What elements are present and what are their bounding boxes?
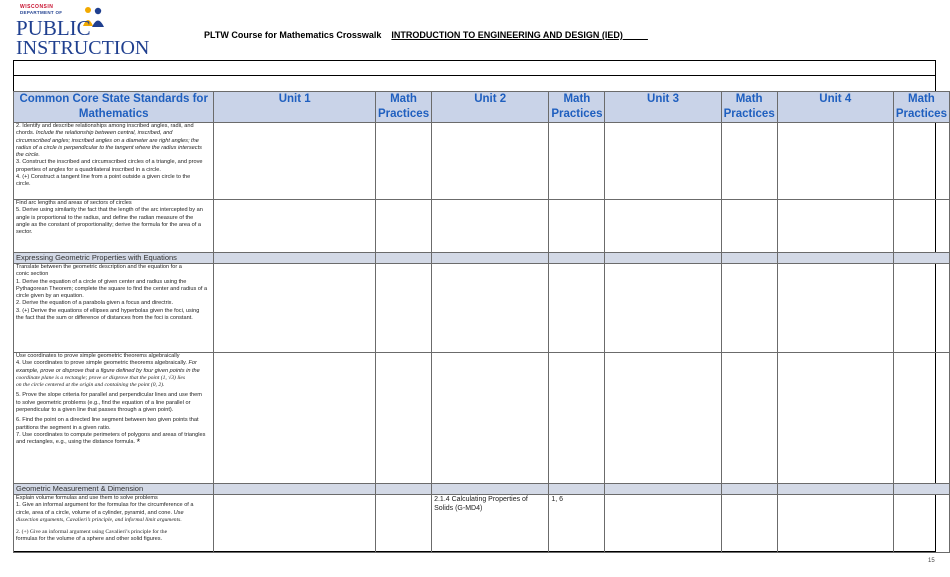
section-row	[14, 484, 950, 495]
standard-cell: Use coordinates to prove simple geometric theorems algebraically 4. Use coordinates to prove simple geometric theorems algebraically. For example, prove or disprove that a figure defined by four given points in the coordinate plane is a rectangle; prove or disprove that the point (1, √3) lies on the circle centered at the origin and containing the point (0, 2). 5. Prove the slope criteria for parallel and perpendicular lines and use them to solve geometric problems (e.g., find the equation of a line parallel or perpendicular to a given line that passes through a given point). 6. Find the point on a directed line segment between two given points that partitions the segment in a given ratio. 7. Use coordinates to compute perimeters of polygons and areas of triangles and rectangles, e.g., using the distance formula. *	[14, 353, 214, 484]
standard-cell: Find arc lengths and areas of sectors of circles 5. Derive using similarity the fact that the length of the arc intercepted by an angle is proportional to the radius, and define the radian measure of the angle as the constant of proportionality; derive the formula for the area of a sector.	[14, 200, 214, 253]
table-row	[14, 264, 950, 353]
dpi-logo	[14, 4, 150, 59]
course-title: INTRODUCTION TO ENGINEERING AND DESIGN (IED)	[391, 30, 623, 40]
header-unit1: Unit 1	[214, 92, 376, 123]
header-unit3: Unit 3	[605, 92, 721, 123]
section-row	[14, 253, 950, 264]
table-row	[14, 123, 950, 200]
unit2-practices: 1, 6	[549, 495, 605, 553]
logo-dept: DEPARTMENT OF	[20, 10, 63, 15]
standard-cell: 2. Identify and describe relationships among inscribed angles, radii, and chords. Include the relationship between central, inscribed, and circumscribed angles; inscribed angles on a diameter are right angles; the radius of a circle is perpendicular to the tangent where the radius intersects the circle. 3. Construct the inscribed and circumscribed circles of a triangle, and prove properties of angles for a quadrilateral inscribed in a circle. 4. (+) Construct a tangent line from a point outside a given circle to the circle.	[14, 123, 214, 200]
header-unit2: Unit 2	[432, 92, 549, 123]
header-unit4: Unit 4	[777, 92, 893, 123]
crosswalk-table	[13, 91, 950, 553]
unit2-lesson: 2.1.4 Calculating Properties of Solids (G-MD4)	[432, 495, 549, 553]
header-mp4: Math Practices	[893, 92, 949, 123]
section-label: Geometric Measurement & Dimension	[14, 484, 214, 495]
course-name: PLTW Course for Mathematics Crosswalk	[204, 30, 382, 40]
standard-cell: Translate between the geometric description and the equation for a conic section 1. Derive the equation of a circle of given center and radius using the Pythagorean Theorem; complete the square to find the center and radius of a circle given by an equation. 2. Derive the equation of a parabola given a focus and directrix. 3. (+) Derive the equations of ellipses and hyperbolas given the foci, using the fact that the sum or difference of distances from the foci is constant.	[14, 264, 214, 353]
page-number: 15	[928, 558, 935, 564]
standard-cell: Explain volume formulas and use them to solve problems 1. Give an informal argument for the formulas for the circumference of a circle, area of a circle, volume of a cylinder, pyramid, and cone. Use dissection arguments, Cavalieri’s principle, and informal limit arguments. 2. (+) Give an informal argument using Cavalieri’s principle for the formulas for the volume of a sphere and other solid figures.	[14, 495, 214, 553]
page-header	[204, 30, 648, 40]
header-mp1: Math Practices	[375, 92, 431, 123]
divider	[13, 75, 936, 76]
header-row	[14, 92, 950, 123]
header-mp2: Math Practices	[549, 92, 605, 123]
logo-instruction: INSTRUCTION	[16, 37, 150, 59]
table-row	[14, 353, 950, 484]
section-label: Expressing Geometric Properties with Equations	[14, 253, 214, 264]
logo-public: PUBLIC	[16, 16, 91, 40]
logo-state: WISCONSIN	[20, 4, 54, 10]
header-standards: Common Core State Standards for Mathematics	[14, 92, 214, 123]
table-row	[14, 200, 950, 253]
header-mp3: Math Practices	[721, 92, 777, 123]
table-row	[14, 495, 950, 553]
